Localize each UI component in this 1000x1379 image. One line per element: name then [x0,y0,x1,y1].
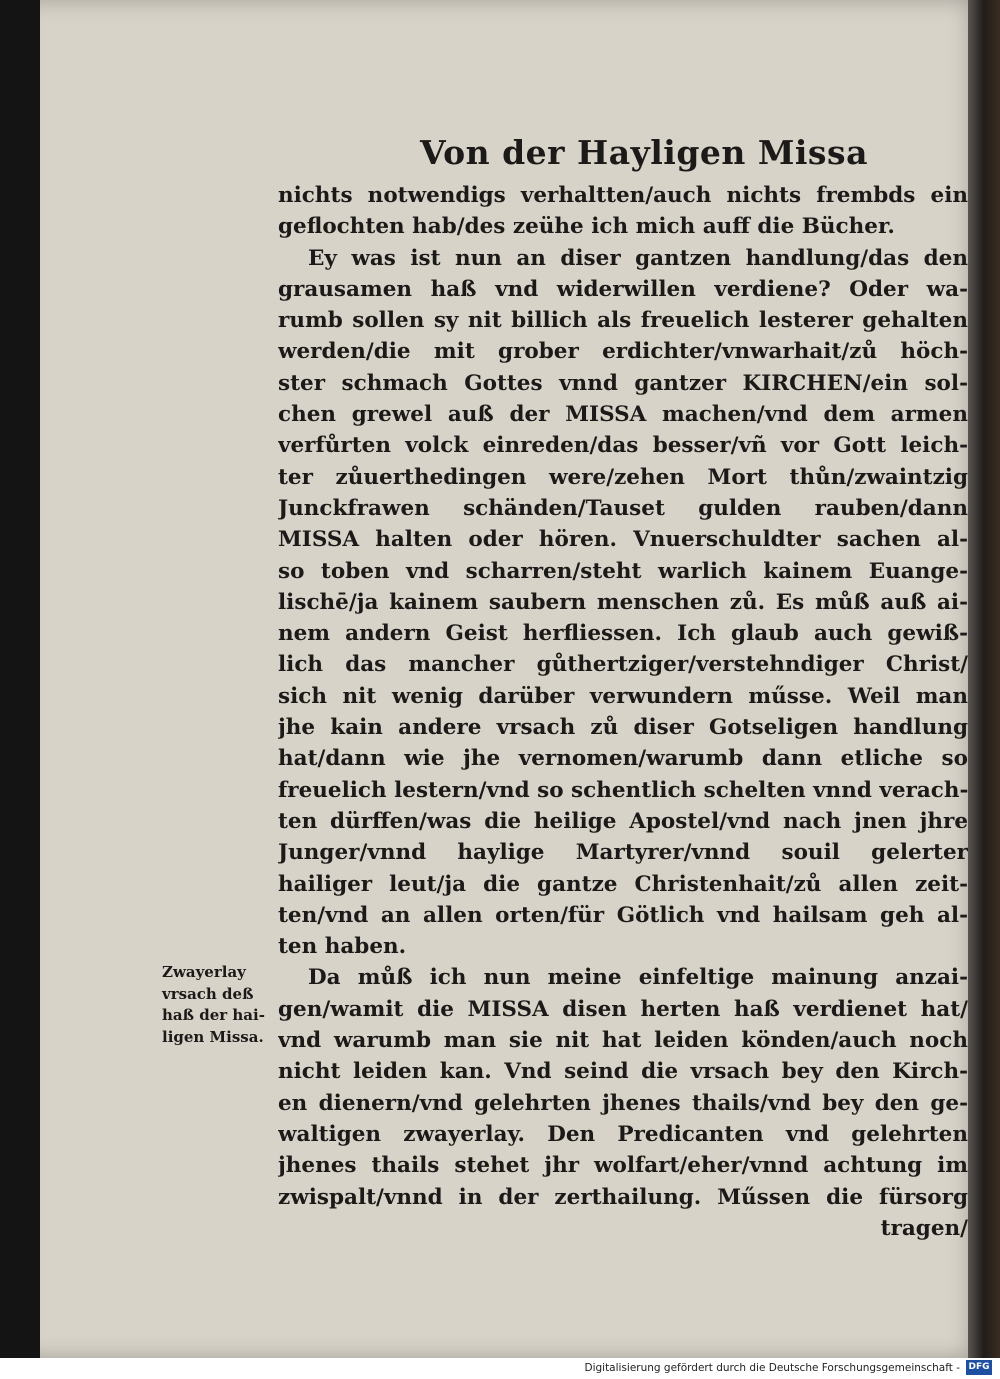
text-line: zwispalt/vnnd in der zerthailung. Műssen die fürsorg [278,1184,968,1210]
footer-bar [0,1358,1000,1379]
text-line: hat/dann wie jhe vernomen/warumb dann etliche so [278,746,968,772]
text-line: rumb sollen sy nit billich als freuelich lesterer gehalten [278,308,968,334]
text-line: MISSA halten oder hören. Vnuerschuldter sachen al- [278,527,968,553]
text-line: lich das mancher gůthertziger/verstehndiger Christ/ [278,652,968,678]
margin-note-line: vrsach deß [162,984,254,1003]
text-line: ster schmach Gottes vnnd gantzer KIRCHEN/ein sol- [278,370,968,396]
margin-note [162,962,282,1048]
text-line: en dienern/vnd gelehrten jhenes thails/vnd bey den ge- [278,1090,968,1116]
text-line: lischē/ja kainem saubern menschen zů. Es můß auß ai- [278,589,968,615]
text-line: werden/die mit grober erdichter/vnwarhait/zů höch- [278,339,968,365]
text-line: Ey was ist nun an diser gantzen handlung/das den [308,245,968,271]
text-line: Junckfrawen schänden/Tauset gulden rauben/dann [278,495,968,521]
margin-note-line: haß der hai- [162,1006,265,1024]
text-line: nichts notwendigs verhaltten/auch nichts frembds ein [278,183,968,208]
text-line: jhenes thails stehet jhr wolfart/eher/vnnd achtung im [278,1153,968,1179]
text-line: ten/vnd an allen orten/für Götlich vnd hailsam geh al- [278,902,968,928]
text-line: Junger/vnnd haylige Martyrer/vnnd souil gelerter [278,840,968,866]
spine-shadow [968,0,1000,1358]
text-line: jhe kain andere vrsach zů diser Gotseligen handlung [278,715,968,741]
dfg-logo: DFG [966,1360,992,1375]
text-line: gen/wamit die MISSA disen herten haß verdienet hat/ [278,996,968,1022]
text-line: nem andern Geist herfliessen. Ich glaub auch gewiß- [278,621,968,647]
text-line: verfůrten volck einreden/das besser/vñ vor Gott leich- [278,433,968,459]
text-line: ten haben. [278,934,407,960]
running-head: Von der Hayligen Missa [420,133,868,172]
text-line: ter zůuerthedingen were/zehen Mort thůn/zwaintzig [278,464,968,490]
text-line: vnd warumb man sie nit hat leiden könden/auch noch [278,1028,968,1054]
text-line: waltigen zwayerlay. Den Predicanten vnd gelehrten [278,1121,968,1147]
text-line: geflochten hab/des zeühe ich mich auff die Bücher. [278,214,895,240]
text-line: sich nit wenig darüber verwundern műsse. Weil man [278,683,968,709]
margin-note-line: Zwayerlay [162,963,246,981]
text-line: ten dürffen/was die heilige Apostel/vnd nach jnen jhre [278,808,968,834]
text-line: grausamen haß vnd widerwillen verdiene? Oder wa- [278,276,968,302]
text-line: freuelich lestern/vnd so schentlich schelten vnnd verach- [278,777,968,803]
text-line: hailiger leut/ja die gantze Christenhait/zů allen zeit- [278,871,968,897]
text-line: Da můß ich nun meine einfeltige mainung anzai- [308,965,968,991]
catchword: tragen/ [880,1215,968,1241]
funding-credit: Digitalisierung gefördert durch die Deutsche Forschungsgemeinschaft - [584,1362,960,1374]
text-line: chen grewel auß der MISSA machen/vnd dem armen [278,402,968,428]
body-text [278,180,968,1244]
margin-note-line: ligen Missa. [162,1027,264,1046]
text-line: nicht leiden kan. Vnd seind die vrsach bey den Kirch- [278,1059,968,1085]
text-line: so toben vnd scharren/steht warlich kainem Euange- [278,558,968,584]
